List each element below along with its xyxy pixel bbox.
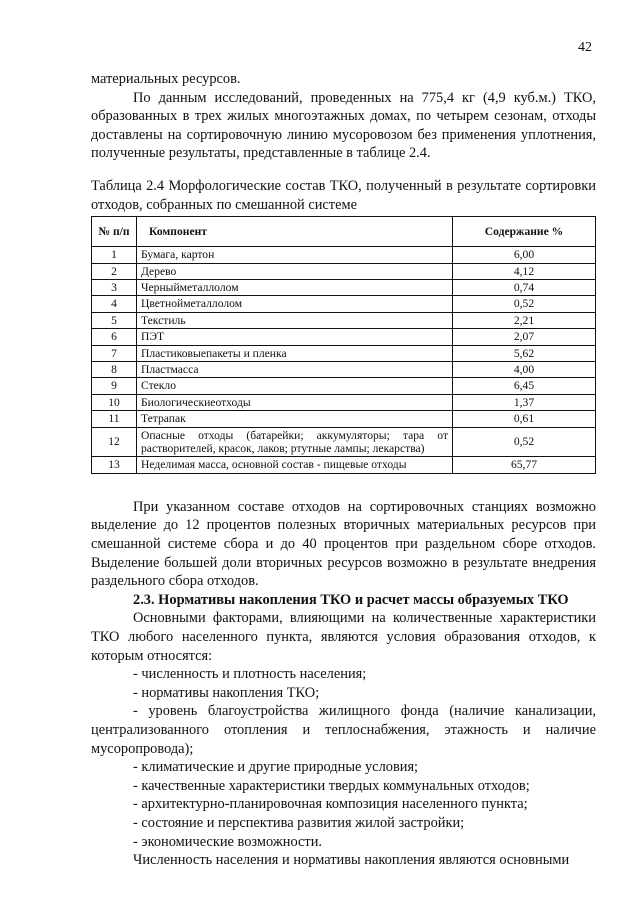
table-row — [92, 247, 596, 263]
paragraph-factors-intro: Основными факторами, влияющими на количественные характеристики ТКО любого населенного пункта, являются условия образования отходов, к которым относятся: — [91, 610, 596, 664]
row-num: 1 — [92, 247, 137, 263]
paragraph-last: Численность населения и нормативы накопления являются основными — [133, 852, 570, 869]
row-value: 6,00 — [453, 247, 596, 263]
row-component: Текстиль — [137, 312, 453, 328]
row-component: Стекло — [137, 378, 453, 394]
row-num: 8 — [92, 362, 137, 378]
factor-item: - уровень благоустройства жилищного фонда (наличие канализации, централизованного отопления и теплоснабжения, этажность и наличие мусоропровода); — [91, 703, 596, 757]
factor-item: - численность и плотность населения; — [133, 666, 367, 683]
row-value: 0,52 — [453, 427, 596, 457]
row-value: 6,45 — [453, 378, 596, 394]
paragraph-continuation: материальных ресурсов. — [91, 71, 241, 87]
page-number: 42 — [578, 40, 592, 55]
row-component: Тетрапак — [137, 411, 453, 427]
table-row — [92, 263, 596, 279]
row-num: 2 — [92, 263, 137, 279]
row-num: 10 — [92, 394, 137, 410]
table-row — [92, 394, 596, 410]
row-component: ПЭТ — [137, 329, 453, 345]
factor-item: - нормативы накопления ТКО; — [133, 684, 320, 701]
factor-item: - состояние и перспектива развития жилой застройки; — [133, 814, 465, 831]
factor-item: - климатические и другие природные условия; — [133, 759, 419, 776]
header-num: № п/п — [92, 217, 137, 247]
row-component: Биологическиеотходы — [137, 394, 453, 410]
table-row — [92, 457, 596, 473]
row-component: Черныйметаллолом — [137, 279, 453, 295]
row-value: 2,07 — [453, 329, 596, 345]
row-num: 12 — [92, 427, 137, 457]
table-body — [92, 247, 596, 474]
factor-item: - экономические возможности. — [133, 833, 322, 850]
row-num: 11 — [92, 411, 137, 427]
table-row — [92, 312, 596, 328]
row-value: 4,00 — [453, 362, 596, 378]
row-value: 5,62 — [453, 345, 596, 361]
row-num: 9 — [92, 378, 137, 394]
row-component: Пластмасса — [137, 362, 453, 378]
row-num: 5 — [92, 312, 137, 328]
row-value: 0,52 — [453, 296, 596, 312]
table-row — [92, 279, 596, 295]
paragraph-research: По данным исследований, проведенных на 775,4 кг (4,9 куб.м.) ТКО, образованных в трех жилых многоэтажных домах, по четырем сезонам, отходы доставлены на сортировочную линию мусоровозом без применения уплотнения, полученные результаты, представленные в таблице 2.4. — [91, 89, 596, 162]
row-component: Пластиковыепакеты и пленка — [137, 345, 453, 361]
paragraph-after-table: При указанном составе отходов на сортировочных станциях возможно выделение до 12 процентов полезных вторичных материальных ресурсов при смешанной системе сбора и до 40 процентов при раздельном сборе отходов. Выделение большей доли вторичных ресурсов возможно в результате внедрения раздельного сбора отходов. — [91, 498, 596, 590]
row-value: 2,21 — [453, 312, 596, 328]
row-component: Цветнойметаллолом — [137, 296, 453, 312]
row-value: 1,37 — [453, 394, 596, 410]
table-header-row — [92, 217, 596, 247]
header-value: Содержание % — [453, 217, 596, 247]
row-value: 0,74 — [453, 279, 596, 295]
row-value: 65,77 — [453, 457, 596, 473]
row-component: Дерево — [137, 263, 453, 279]
factor-item: - качественные характеристики твердых коммунальных отходов; — [133, 777, 530, 794]
page-content — [91, 70, 596, 870]
row-num: 3 — [92, 279, 137, 295]
table-caption: Таблица 2.4 Морфологические состав ТКО, полученный в результате сортировки отходов, собранных по смешанной системе — [91, 177, 596, 213]
row-component: Опасные отходы (батарейки; аккумуляторы; тара от растворителей, красок, лаков; ртутные лампы; лекарства) — [137, 427, 453, 457]
row-num: 7 — [92, 345, 137, 361]
row-value: 4,12 — [453, 263, 596, 279]
row-num: 6 — [92, 329, 137, 345]
row-component: Бумага, картон — [137, 247, 453, 263]
morphology-table — [91, 216, 596, 474]
row-num: 13 — [92, 457, 137, 473]
row-num: 4 — [92, 296, 137, 312]
section-heading: 2.3. Нормативы накопления ТКО и расчет массы образуемых ТКО — [133, 591, 569, 608]
table-row — [92, 427, 596, 457]
table-row — [92, 345, 596, 361]
factors-list — [91, 665, 596, 851]
row-component: Неделимая масса, основной состав - пищевые отходы — [137, 457, 453, 473]
table-row — [92, 378, 596, 394]
table-row — [92, 411, 596, 427]
factor-item: - архитектурно-планировочная композиция населенного пункта; — [133, 796, 528, 813]
table-row — [92, 296, 596, 312]
header-component: Компонент — [137, 217, 453, 247]
row-value: 0,61 — [453, 411, 596, 427]
table-row — [92, 362, 596, 378]
table-row — [92, 329, 596, 345]
